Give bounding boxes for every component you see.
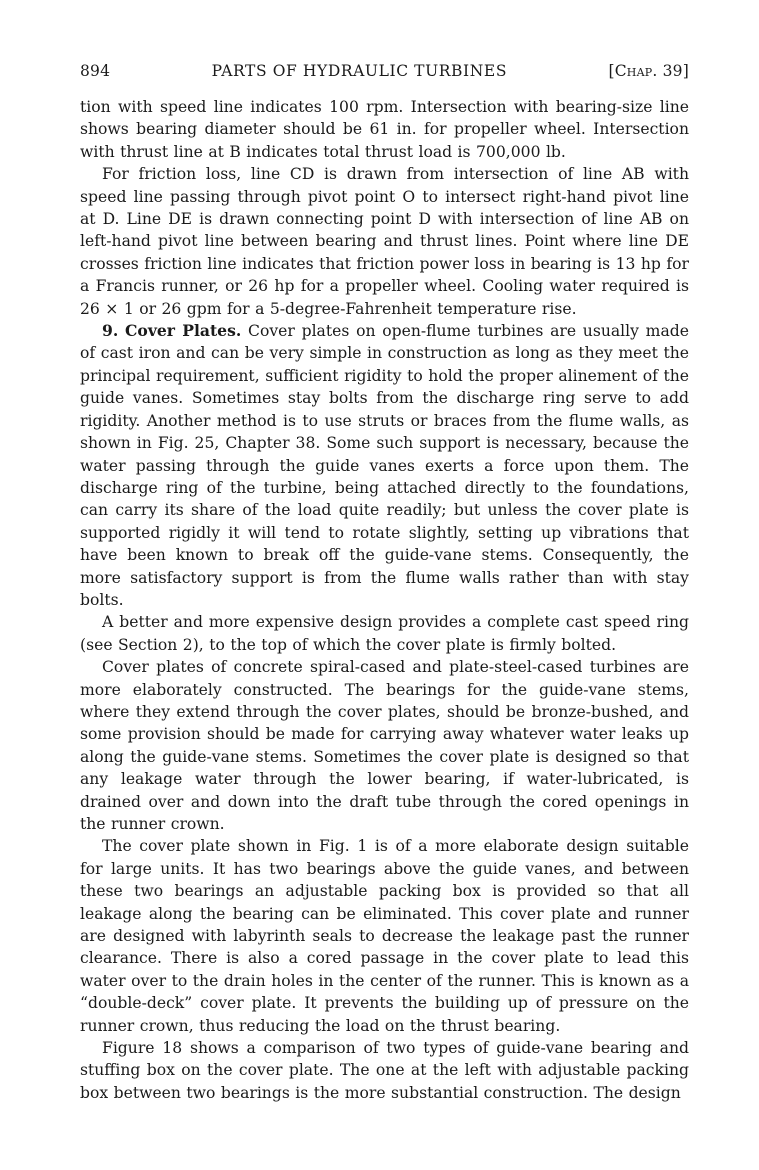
paragraph-continued: tion with speed line indicates 100 rpm. Intersection with bearing-size line shows bearing diameter should be 61 in. for propeller wheel. Intersection with thrust line at B indicates total thrust load is 700,000 lb.: [80, 98, 689, 161]
paragraph-cover-plates: [80, 320, 689, 611]
paragraph-spiral-cased: Cover plates of concrete spiral-cased and plate-steel-cased turbines are more elaborately constructed. The bearings for the guide-vane stems, where they extend through the cover plates, should be bronze-bushed, and some provision should be made for carrying away whatever water leaks up along the guide-vane stems. Sometimes the cover plate is designed so that any leakage water through the lower bearing, if water-lubricated, is drained over and down into the draft tube through the cored openings in the runner crown.: [80, 658, 689, 833]
running-title: PARTS OF HYDRAULIC TURBINES: [211, 62, 508, 80]
section-text: Cover plates on open-flume turbines are usually made of cast iron and can be very simple in construction as long as they meet the principal requirement, sufficient rigidity to hold the proper alinement of the guide vanes. Sometimes stay bolts from the discharge ring serve to add rigidity. Another method is to use struts or braces from the flume walls, as shown in Fig. 25, Chapter 38. Some such support is necessary, because the water passing through the guide vanes exerts a force upon them. The discharge ring of the turbine, being attached directly to the foundations, can carry its share of the load quite readily; but unless the cover plate is supported rigidly it will tend to rotate slightly, setting up vibrations that have been known to break off the guide-vane stems. Consequently, the more satisfactory support is from the flume walls rather than with stay bolts.: [80, 322, 689, 609]
page-body: [80, 96, 689, 1104]
paragraph-double-deck: The cover plate shown in Fig. 1 is of a more elaborate design suitable for large units. It has two bearings above the guide vanes, and between these two bearings an adjustable packing box is provided so that all leakage along the bearing can be eliminated. This cover plate and runner are designed with labyrinth seals to decrease the leakage past the runner clearance. There is also a cored passage in the cover plate to lead this water over to the drain holes in the center of the runner. This is known as a “double-deck” cover plate. It prevents the building up of pressure on the runner crown, thus reducing the load on the thrust bearing.: [80, 837, 689, 1035]
section-title: Cover Plates.: [125, 321, 242, 341]
document-page: [80, 62, 689, 1104]
section-number: 9.: [102, 321, 119, 341]
page-number: 894: [80, 62, 111, 80]
paragraph-friction-loss: For friction loss, line CD is drawn from intersection of line AB with speed line passing through pivot point O to intersect right-hand pivot line at D. Line DE is drawn connecting point D with intersection of line AB on left-hand pivot line between bearing and thrust lines. Point where line DE crosses friction line indicates that friction power loss in bearing is 13 hp for a Francis runner, or 26 hp for a propeller wheel. Cooling water required is 26 × 1 or 26 gpm for a 5-degree-Fahrenheit temperature rise.: [80, 165, 689, 318]
paragraph-speed-ring: A better and more expensive design provides a complete cast speed ring (see Section 2), to the top of which the cover plate is firmly bolted.: [80, 613, 689, 654]
page-header: [80, 62, 689, 96]
paragraph-figure-18: Figure 18 shows a comparison of two types of guide-vane bearing and stuffing box on the cover plate. The one at the left with adjustable packing box between two bearings is the more substantial construction. The design: [80, 1039, 689, 1102]
chapter-reference: [Chap. 39]: [608, 62, 689, 80]
